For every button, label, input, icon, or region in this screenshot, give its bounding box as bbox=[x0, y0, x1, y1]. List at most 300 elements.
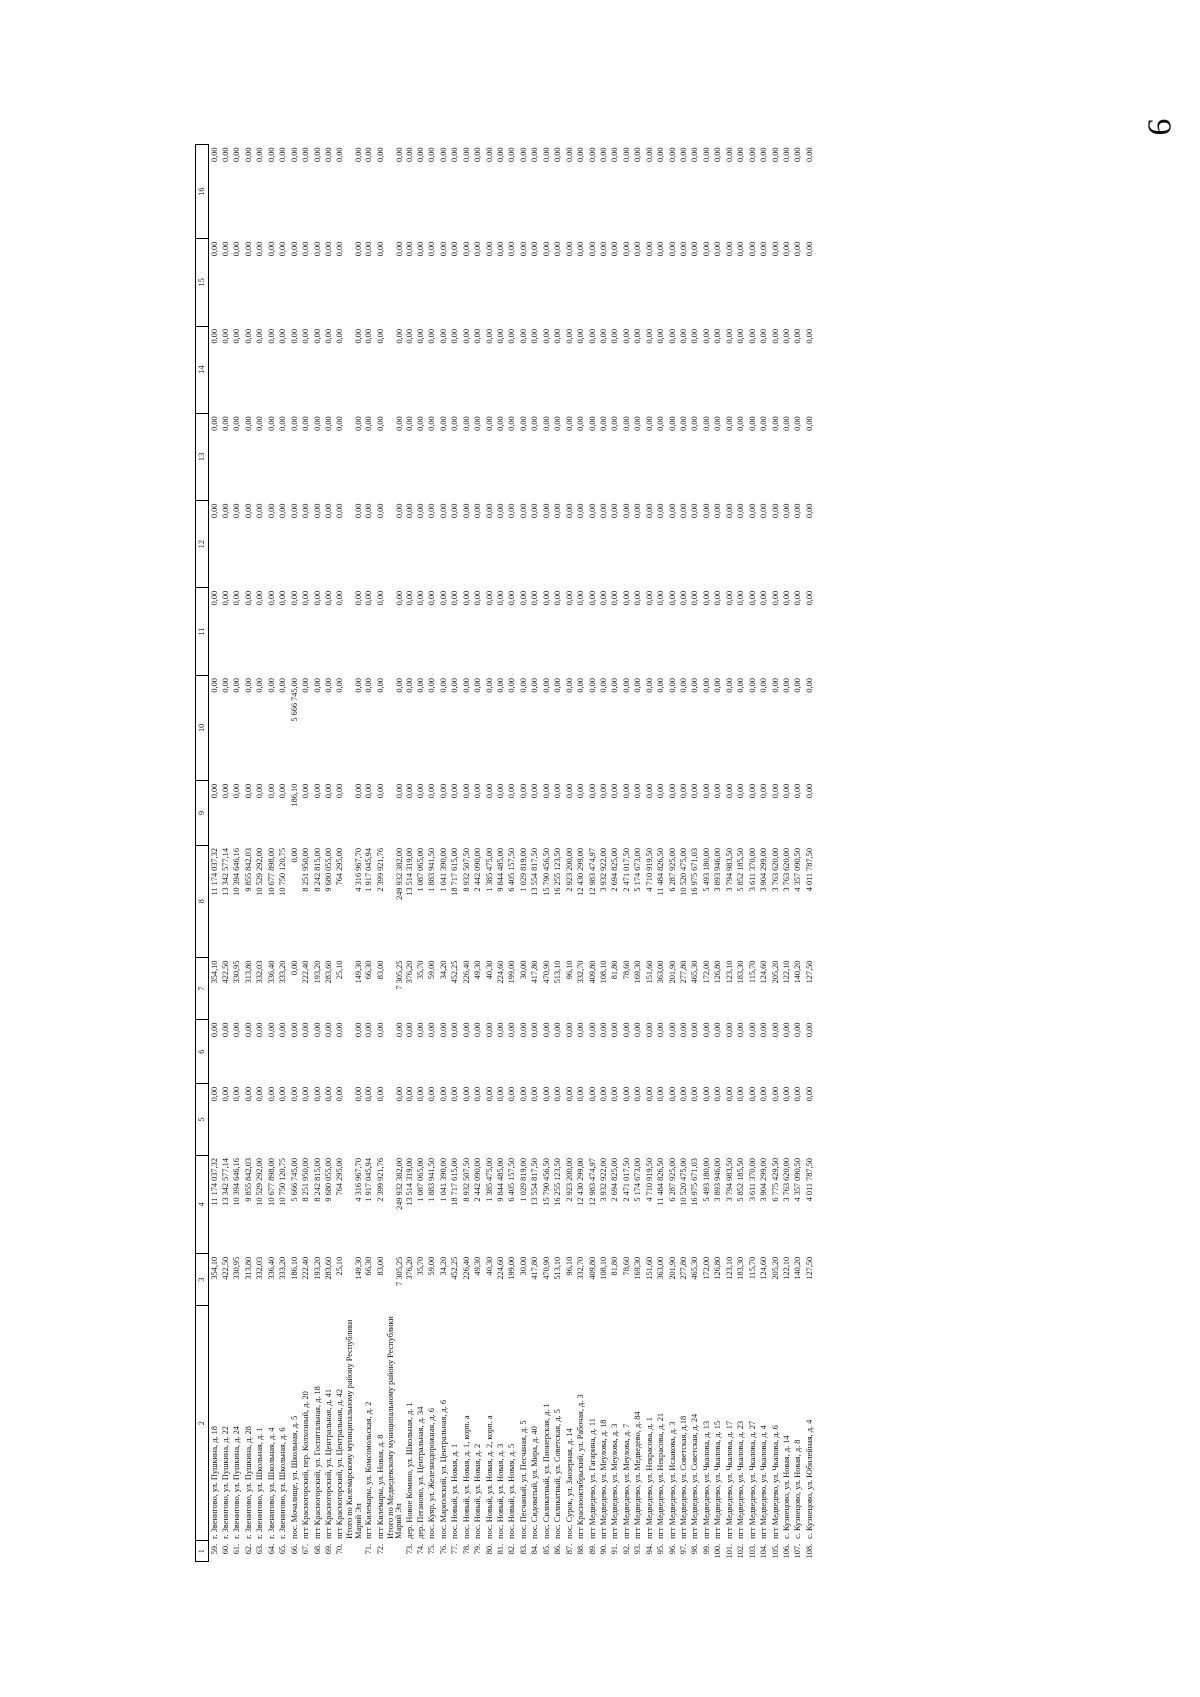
value-cell: 0,00 bbox=[621, 1022, 631, 1038]
value-cell: 0,00 bbox=[701, 590, 711, 606]
value-cell: 0,00 bbox=[770, 678, 780, 693]
value-cell: 0,00 bbox=[354, 503, 364, 519]
row-number: 71. bbox=[364, 1543, 374, 1555]
value-cell: 0,00 bbox=[415, 590, 425, 606]
value-cell: 0,00 bbox=[598, 147, 608, 163]
value-cell: 422,50 bbox=[221, 960, 230, 984]
value-cell: 0,00 bbox=[394, 1022, 404, 1038]
value-cell: 0,00 bbox=[679, 147, 688, 163]
value-cell: 0,00 bbox=[701, 1022, 711, 1038]
value-cell: 0,00 bbox=[496, 241, 505, 257]
address-cell: пос. Мочалище, ул. Школьная, д. 5 bbox=[289, 1415, 299, 1539]
value-cell: 0,00 bbox=[667, 1086, 677, 1102]
value-cell: 0,00 bbox=[312, 416, 322, 431]
value-cell: 0,00 bbox=[713, 329, 723, 344]
address-cell: пос. Новый, ул. Новая, д. 5 bbox=[507, 1443, 517, 1539]
row-number: 83. bbox=[518, 1543, 528, 1555]
value-cell: 8 242 815,00 bbox=[312, 848, 322, 892]
value-cell: 0,00 bbox=[484, 678, 494, 693]
value-cell: 0,00 bbox=[301, 590, 311, 606]
value-cell: 9 844 485,00 bbox=[496, 1158, 505, 1202]
value-cell: 0,00 bbox=[323, 416, 333, 431]
value-cell: 0,00 bbox=[507, 416, 517, 431]
data-table bbox=[195, 144, 816, 1562]
value-cell: 8 251 950,00 bbox=[301, 1158, 311, 1202]
table-row bbox=[576, 145, 587, 1562]
value-cell: 0,00 bbox=[323, 241, 333, 257]
value-cell: 0,00 bbox=[679, 241, 688, 257]
address-cell: с. Кузнецово, ул. Новая, д. 14 bbox=[781, 1435, 791, 1539]
value-cell: 0,00 bbox=[354, 783, 364, 799]
value-cell: 452,25 bbox=[450, 1256, 460, 1280]
value-cell: 0,00 bbox=[541, 147, 551, 163]
column-header: 2 bbox=[196, 1305, 209, 1540]
value-cell: 0,00 bbox=[793, 241, 803, 257]
value-cell: 0,00 bbox=[804, 329, 814, 344]
value-cell: 0,00 bbox=[793, 590, 803, 606]
value-cell: 0,00 bbox=[221, 503, 230, 519]
value-cell: 0,00 bbox=[656, 590, 666, 606]
value-cell: 0,00 bbox=[781, 503, 791, 519]
value-cell: 222,40 bbox=[301, 960, 311, 984]
value-cell: 0,00 bbox=[530, 1022, 540, 1038]
value-cell: 0,00 bbox=[484, 1022, 494, 1038]
table-row bbox=[243, 145, 254, 1562]
value-cell: 0,00 bbox=[209, 678, 219, 693]
table-row bbox=[621, 145, 632, 1562]
table-body bbox=[209, 145, 816, 1562]
value-cell: 0,00 bbox=[221, 1022, 230, 1038]
value-cell: 9 680 055,00 bbox=[323, 1158, 333, 1202]
value-cell: 313,80 bbox=[243, 1256, 253, 1280]
value-cell: 0,00 bbox=[289, 241, 299, 257]
value-cell: 0,00 bbox=[747, 783, 757, 799]
value-cell: 224,60 bbox=[496, 1256, 505, 1280]
value-cell: 0,00 bbox=[530, 416, 540, 431]
table-row bbox=[232, 145, 243, 1562]
value-cell: 0,00 bbox=[747, 590, 757, 606]
value-cell: 0,00 bbox=[747, 241, 757, 257]
value-cell: 0,00 bbox=[461, 416, 471, 431]
value-cell: 115,70 bbox=[747, 1256, 757, 1280]
row-number: 77. bbox=[450, 1543, 460, 1555]
row-number: 99. bbox=[701, 1543, 711, 1555]
row-number: 62. bbox=[243, 1543, 253, 1555]
value-cell: 0,00 bbox=[564, 241, 574, 257]
value-cell: 0,00 bbox=[301, 416, 311, 431]
value-cell: 2 399 921,76 bbox=[375, 848, 385, 892]
value-cell: 2 923 200,00 bbox=[564, 1158, 574, 1202]
value-cell: 0,00 bbox=[736, 783, 746, 799]
value-cell: 0,00 bbox=[255, 416, 265, 431]
row-number: 103. bbox=[747, 1543, 757, 1559]
value-cell: 0,00 bbox=[450, 1086, 460, 1102]
value-cell: 0,00 bbox=[255, 147, 265, 163]
value-cell: 0,00 bbox=[713, 147, 723, 163]
value-cell: 30,00 bbox=[518, 1256, 528, 1276]
value-cell: 0,00 bbox=[541, 783, 551, 799]
value-cell: 0,00 bbox=[415, 416, 425, 431]
value-cell: 6 405 157,50 bbox=[507, 1158, 517, 1202]
value-cell: 0,00 bbox=[610, 1086, 620, 1102]
row-number: 100. bbox=[713, 1543, 723, 1559]
column-header: 16 bbox=[196, 145, 209, 239]
value-cell: 0,00 bbox=[473, 241, 483, 257]
value-cell: 2 442 090,00 bbox=[473, 1158, 483, 1202]
address-cell: пгт Медведево, ул. Советская, д. 24 bbox=[690, 1413, 700, 1539]
address-cell: пос. Мариэлский, ул. Центральная, д. 6 bbox=[438, 1399, 448, 1539]
value-cell: 0,00 bbox=[507, 1022, 517, 1038]
address-cell: пгт Красногорский, пер. Колхозный, д. 20 bbox=[301, 1391, 311, 1539]
value-cell: 0,00 bbox=[289, 590, 299, 606]
value-cell: 0,00 bbox=[364, 329, 374, 344]
value-cell: 422,50 bbox=[221, 1256, 230, 1280]
address-cell: пос. Новый, ул. Новая, д. 1, корп. а bbox=[461, 1415, 471, 1539]
value-cell: 409,80 bbox=[587, 960, 597, 984]
value-cell: 0,00 bbox=[530, 147, 540, 163]
value-cell: 10 394 646,16 bbox=[232, 848, 242, 896]
value-cell: 409,80 bbox=[587, 1256, 597, 1280]
value-cell: 0,00 bbox=[323, 329, 333, 344]
value-cell: 332,03 bbox=[255, 1256, 265, 1280]
value-cell: 83,00 bbox=[375, 1256, 385, 1276]
value-cell: 0,00 bbox=[335, 329, 345, 344]
value-cell: 0,00 bbox=[266, 783, 276, 799]
value-cell: 0,00 bbox=[598, 590, 608, 606]
value-cell: 0,00 bbox=[323, 783, 333, 799]
value-cell: 0,00 bbox=[243, 147, 253, 163]
value-cell: 0,00 bbox=[312, 783, 322, 799]
value-cell: 0,00 bbox=[364, 590, 374, 606]
value-cell: 0,00 bbox=[221, 147, 230, 163]
value-cell: 0,00 bbox=[507, 329, 517, 344]
value-cell: 0,00 bbox=[690, 783, 700, 799]
column-header: 7 bbox=[196, 958, 209, 1020]
value-cell: 0,00 bbox=[610, 241, 620, 257]
value-cell: 0,00 bbox=[667, 590, 677, 606]
value-cell: 6 287 925,00 bbox=[667, 1158, 677, 1202]
value-cell: 5 666 745,00 bbox=[289, 678, 299, 722]
value-cell: 0,00 bbox=[610, 503, 620, 519]
value-cell: 0,00 bbox=[266, 147, 276, 163]
value-cell: 0,00 bbox=[375, 783, 385, 799]
table-row bbox=[415, 145, 426, 1562]
value-cell: 0,00 bbox=[587, 241, 597, 257]
value-cell: 0,00 bbox=[713, 1022, 723, 1038]
value-cell: 0,00 bbox=[450, 678, 460, 693]
value-cell: 0,00 bbox=[564, 503, 574, 519]
value-cell: 0,00 bbox=[610, 678, 620, 693]
value-cell: 49,30 bbox=[473, 960, 483, 980]
value-cell: 10 677 898,00 bbox=[266, 1158, 276, 1206]
value-cell: 330,95 bbox=[232, 960, 242, 984]
value-cell: 0,00 bbox=[461, 1022, 471, 1038]
value-cell: 0,00 bbox=[375, 147, 385, 163]
value-cell: 470,90 bbox=[541, 1256, 551, 1280]
value-cell: 0,00 bbox=[507, 241, 517, 257]
address-cell: пос. Новый, ул. Новая, д. 3 bbox=[496, 1443, 505, 1539]
value-cell: 3 763 620,00 bbox=[770, 848, 780, 892]
value-cell: 0,00 bbox=[518, 1086, 528, 1102]
value-cell: 108,10 bbox=[598, 960, 608, 984]
value-cell: 0,00 bbox=[394, 147, 404, 163]
value-cell: 127,50 bbox=[804, 1256, 814, 1280]
value-cell: 0,00 bbox=[610, 590, 620, 606]
value-cell: 0,00 bbox=[804, 241, 814, 257]
value-cell: 0,00 bbox=[541, 329, 551, 344]
row-number: 68. bbox=[312, 1543, 322, 1555]
value-cell: 0,00 bbox=[541, 503, 551, 519]
table-row bbox=[736, 145, 747, 1562]
value-cell: 13 554 817,50 bbox=[530, 1158, 540, 1206]
value-cell: 0,00 bbox=[633, 678, 643, 693]
value-cell: 0,00 bbox=[394, 416, 404, 431]
table-row bbox=[518, 145, 529, 1562]
value-cell: 0,00 bbox=[530, 590, 540, 606]
value-cell: 0,00 bbox=[793, 147, 803, 163]
row-number: 93. bbox=[633, 1543, 643, 1555]
value-cell: 465,30 bbox=[690, 1256, 700, 1280]
value-cell: 0,00 bbox=[587, 416, 597, 431]
row-number: 74. bbox=[415, 1543, 425, 1555]
value-cell: 0,00 bbox=[255, 241, 265, 257]
value-cell: 0,00 bbox=[736, 590, 746, 606]
value-cell: 0,00 bbox=[564, 147, 574, 163]
address-cell: пос. Сидоватый, ул. Мира, д. 40 bbox=[530, 1426, 540, 1539]
value-cell: 7 305,25 bbox=[394, 960, 404, 990]
value-cell: 513,10 bbox=[553, 960, 563, 984]
value-cell: 0,00 bbox=[450, 590, 460, 606]
value-cell: 0,00 bbox=[364, 147, 374, 163]
value-cell: 0,00 bbox=[427, 329, 437, 344]
column-header: 5 bbox=[196, 1084, 209, 1155]
address-cell: пос. Новый, ул. Новая, д. 2 bbox=[473, 1443, 483, 1539]
table-row bbox=[690, 145, 701, 1562]
value-cell: 0,00 bbox=[255, 590, 265, 606]
value-cell: 0,00 bbox=[209, 1086, 219, 1102]
value-cell: 40,30 bbox=[484, 960, 494, 980]
table-row bbox=[678, 145, 689, 1562]
value-cell: 0,00 bbox=[364, 1086, 374, 1102]
value-cell: 0,00 bbox=[484, 503, 494, 519]
value-cell: 0,00 bbox=[507, 783, 517, 799]
address-cell: Итого по Медведевскому муниципальному району Республики Марий Эл bbox=[385, 1316, 404, 1539]
value-cell: 49,30 bbox=[473, 1256, 483, 1276]
value-cell: 124,60 bbox=[759, 960, 769, 984]
table-row bbox=[804, 145, 815, 1562]
value-cell: 0,00 bbox=[724, 1086, 734, 1102]
value-cell: 0,00 bbox=[781, 241, 791, 257]
address-cell: пгт Килемары, ул. Новая, д. 8 bbox=[375, 1434, 385, 1539]
table-row bbox=[781, 145, 792, 1562]
value-cell: 224,60 bbox=[496, 960, 505, 984]
value-cell: 0,00 bbox=[610, 783, 620, 799]
value-cell: 0,00 bbox=[289, 329, 299, 344]
value-cell: 0,00 bbox=[770, 1086, 780, 1102]
value-cell: 0,00 bbox=[633, 416, 643, 431]
table-row bbox=[375, 145, 386, 1562]
value-cell: 0,00 bbox=[323, 590, 333, 606]
value-cell: 0,00 bbox=[255, 503, 265, 519]
value-cell: 0,00 bbox=[450, 503, 460, 519]
value-cell: 124,60 bbox=[759, 1256, 769, 1280]
row-number: 86. bbox=[553, 1543, 563, 1555]
value-cell: 0,00 bbox=[461, 1086, 471, 1102]
value-cell: 0,00 bbox=[394, 241, 404, 257]
value-cell: 0,00 bbox=[415, 503, 425, 519]
value-cell: 0,00 bbox=[473, 783, 483, 799]
value-cell: 1 385 475,00 bbox=[484, 848, 494, 892]
address-cell: пгт Медведево, ул. Чкалова, д. 6 bbox=[770, 1425, 780, 1539]
value-cell: 0,00 bbox=[667, 147, 677, 163]
value-cell: 0,00 bbox=[701, 329, 711, 344]
value-cell: 18 717 615,00 bbox=[450, 1158, 460, 1206]
table-row bbox=[724, 145, 735, 1562]
value-cell: 0,00 bbox=[656, 678, 666, 693]
value-cell: 201,90 bbox=[667, 1256, 677, 1280]
value-cell: 0,00 bbox=[759, 416, 769, 431]
address-cell: пгт Медведево, ул. Чкалова, д. 23 bbox=[736, 1421, 746, 1539]
value-cell: 0,00 bbox=[770, 147, 780, 163]
value-cell: 4 316 967,70 bbox=[354, 1158, 364, 1202]
row-number: 81. bbox=[496, 1543, 505, 1555]
value-cell: 3 794 983,50 bbox=[724, 1158, 734, 1202]
value-cell: 0,00 bbox=[598, 329, 608, 344]
value-cell: 15 790 456,50 bbox=[541, 1158, 551, 1206]
value-cell: 0,00 bbox=[354, 1022, 364, 1038]
row-number: 64. bbox=[266, 1543, 276, 1555]
value-cell: 0,00 bbox=[621, 241, 631, 257]
value-cell: 0,00 bbox=[644, 329, 654, 344]
value-cell: 4 357 090,50 bbox=[793, 848, 803, 892]
value-cell: 0,00 bbox=[438, 678, 448, 693]
value-cell: 0,00 bbox=[232, 503, 242, 519]
value-cell: 0,00 bbox=[289, 960, 299, 976]
value-cell: 0,00 bbox=[375, 329, 385, 344]
row-number: 95. bbox=[656, 1543, 666, 1555]
value-cell: 0,00 bbox=[747, 678, 757, 693]
value-cell: 0,00 bbox=[375, 678, 385, 693]
value-cell: 0,00 bbox=[621, 147, 631, 163]
row-number: 108. bbox=[804, 1543, 814, 1559]
table-row bbox=[461, 145, 472, 1562]
value-cell: 0,00 bbox=[323, 147, 333, 163]
table-row bbox=[541, 145, 552, 1562]
value-cell: 2 399 921,76 bbox=[375, 1158, 385, 1202]
value-cell: 0,00 bbox=[354, 590, 364, 606]
value-cell: 0,00 bbox=[473, 1086, 483, 1102]
value-cell: 0,00 bbox=[404, 1086, 414, 1102]
value-cell: 8 242 815,00 bbox=[312, 1158, 322, 1202]
value-cell: 0,00 bbox=[770, 241, 780, 257]
value-cell: 13 342 577,14 bbox=[221, 1158, 230, 1206]
address-cell: пгт Краснооктябрьский, ул. Рабочая, д. 3 bbox=[576, 1394, 586, 1539]
value-cell: 66,30 bbox=[364, 1256, 374, 1276]
table-row bbox=[598, 145, 609, 1562]
value-cell: 0,00 bbox=[301, 329, 311, 344]
value-cell: 0,00 bbox=[587, 1086, 597, 1102]
value-cell: 0,00 bbox=[427, 1086, 437, 1102]
table-row bbox=[312, 145, 323, 1562]
value-cell: 0,00 bbox=[667, 678, 677, 693]
value-cell: 0,00 bbox=[610, 329, 620, 344]
row-number: 85. bbox=[541, 1543, 551, 1555]
value-cell: 0,00 bbox=[724, 329, 734, 344]
value-cell: 5 666 745,00 bbox=[289, 1158, 299, 1202]
value-cell: 0,00 bbox=[438, 590, 448, 606]
value-cell: 0,00 bbox=[255, 678, 265, 693]
value-cell: 0,00 bbox=[679, 590, 688, 606]
value-cell: 0,00 bbox=[364, 416, 374, 431]
row-number: 73. bbox=[404, 1543, 414, 1555]
table-row bbox=[220, 145, 231, 1562]
value-cell: 0,00 bbox=[278, 147, 288, 163]
column-header: 12 bbox=[196, 501, 209, 588]
value-cell: 3 904 299,00 bbox=[759, 1158, 769, 1202]
value-cell: 0,00 bbox=[564, 329, 574, 344]
value-cell: 18 717 615,00 bbox=[450, 848, 460, 896]
value-cell: 0,00 bbox=[364, 783, 374, 799]
value-cell: 0,00 bbox=[473, 590, 483, 606]
value-cell: 249 932 382,00 bbox=[394, 848, 404, 900]
value-cell: 0,00 bbox=[518, 678, 528, 693]
value-cell: 3 932 922,00 bbox=[598, 1158, 608, 1202]
value-cell: 0,00 bbox=[427, 783, 437, 799]
address-cell: пгт Медведево, ул. Меулова, д. 3 bbox=[610, 1423, 620, 1539]
row-number: 87. bbox=[564, 1543, 574, 1555]
value-cell: 0,00 bbox=[312, 678, 322, 693]
value-cell: 3 893 946,00 bbox=[713, 848, 723, 892]
value-cell: 0,00 bbox=[354, 416, 364, 431]
value-cell: 149,30 bbox=[354, 960, 364, 984]
value-cell: 35,70 bbox=[415, 1256, 425, 1276]
address-cell: дер. Пеганово, ул. Центральная, д. 34 bbox=[415, 1406, 425, 1539]
value-cell: 0,00 bbox=[633, 783, 643, 799]
value-cell: 0,00 bbox=[679, 678, 688, 693]
value-cell: 12 983 474,97 bbox=[587, 848, 597, 896]
value-cell: 193,20 bbox=[312, 1256, 322, 1280]
table-row bbox=[770, 145, 781, 1562]
value-cell: 0,00 bbox=[530, 1086, 540, 1102]
value-cell: 0,00 bbox=[736, 241, 746, 257]
value-cell: 0,00 bbox=[312, 590, 322, 606]
value-cell: 0,00 bbox=[701, 783, 711, 799]
value-cell: 0,00 bbox=[541, 241, 551, 257]
value-cell: 0,00 bbox=[759, 590, 769, 606]
rotated-table-container bbox=[195, 144, 1120, 1562]
value-cell: 11 484 826,50 bbox=[656, 848, 666, 896]
value-cell: 283,60 bbox=[323, 1256, 333, 1280]
value-cell: 0,00 bbox=[461, 783, 471, 799]
value-cell: 0,00 bbox=[266, 329, 276, 344]
value-cell: 0,00 bbox=[518, 241, 528, 257]
value-cell: 0,00 bbox=[713, 416, 723, 431]
value-cell: 0,00 bbox=[621, 783, 631, 799]
value-cell: 0,00 bbox=[243, 590, 253, 606]
value-cell: 0,00 bbox=[736, 678, 746, 693]
value-cell: 0,00 bbox=[576, 590, 586, 606]
value-cell: 0,00 bbox=[278, 1022, 288, 1038]
value-cell: 0,00 bbox=[541, 590, 551, 606]
value-cell: 0,00 bbox=[633, 503, 643, 519]
value-cell: 354,10 bbox=[209, 1256, 219, 1280]
address-cell: пос. Сурок, ул. Заозерная, д. 14 bbox=[564, 1428, 574, 1539]
value-cell: 0,00 bbox=[576, 241, 586, 257]
value-cell: 0,00 bbox=[209, 147, 219, 163]
address-cell: г. Звенигово, ул. Пушкина, д. 28 bbox=[243, 1426, 253, 1539]
value-cell: 169,30 bbox=[633, 960, 643, 984]
row-number: 107. bbox=[793, 1543, 803, 1559]
